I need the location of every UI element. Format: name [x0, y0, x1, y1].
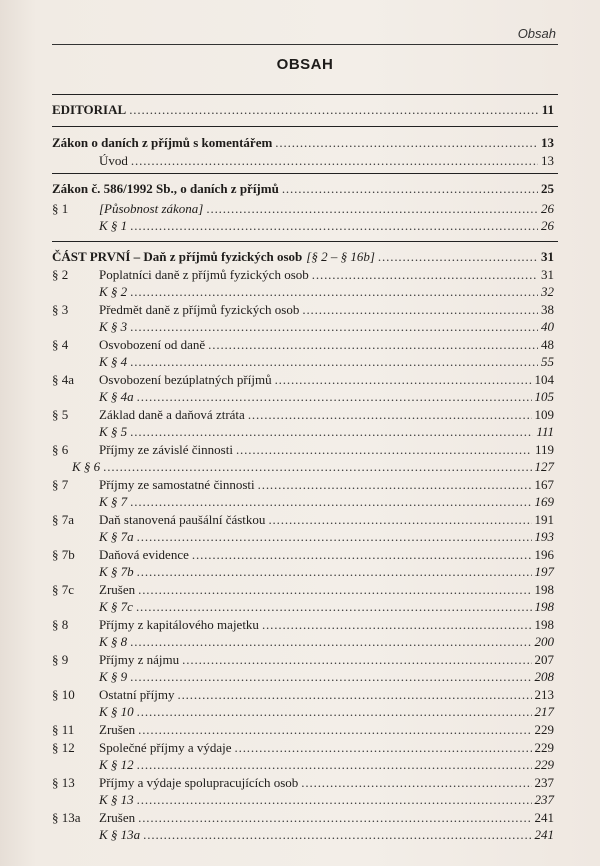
entry-title: Předmět daně z příjmů fyzických osob [99, 302, 300, 317]
toc-entry[interactable] [52, 546, 554, 563]
entry-title: K § 7c [99, 599, 133, 614]
entry-title: K § 7a [99, 529, 134, 544]
page-number: 196 [534, 547, 554, 562]
leader-dots [302, 301, 538, 318]
page-number: 229 [534, 740, 554, 755]
entry-title: Příjmy z nájmu [99, 652, 180, 667]
toc-entry[interactable] [52, 616, 554, 633]
page-number: 26 [541, 218, 554, 233]
page-number: 169 [534, 494, 554, 509]
toc-entry[interactable] [52, 651, 554, 668]
leader-dots [248, 406, 532, 423]
entry-title: Příjmy z kapitálového majetku [99, 617, 259, 632]
leader-dots [268, 511, 531, 528]
leader-dots [275, 371, 532, 388]
leader-dots [138, 721, 531, 738]
entry-title: K § 4 [99, 354, 128, 369]
header-rule [52, 44, 558, 45]
page-number: 104 [534, 372, 554, 387]
toc-entry[interactable] [52, 353, 554, 370]
toc-entry[interactable] [52, 721, 554, 738]
leader-dots [275, 134, 538, 151]
entry-title: Příjmy ze samostatné činnosti [99, 477, 255, 492]
entry-title: K § 12 [99, 757, 134, 772]
toc-entry[interactable] [52, 476, 554, 493]
section-number: § 4 [52, 337, 69, 352]
entry-title: Společné příjmy a výdaje [99, 740, 232, 755]
entry-title: K § 5 [99, 424, 128, 439]
entry-title: K § 4a [99, 389, 134, 404]
section-number: § 7b [52, 547, 75, 562]
leader-dots [137, 388, 532, 405]
page-number: 31 [541, 267, 554, 282]
toc-entry[interactable] [52, 703, 554, 720]
toc-entry[interactable] [52, 809, 554, 826]
leader-dots [130, 423, 533, 440]
leader-dots [138, 581, 531, 598]
entry-title: Zrušen [99, 810, 136, 825]
section-number: § 5 [52, 407, 69, 422]
leader-dots [136, 598, 532, 615]
toc-entry[interactable] [52, 528, 554, 545]
entry-title: K § 13 [99, 792, 134, 807]
leader-dots [206, 200, 538, 217]
leader-dots [137, 528, 532, 545]
entry-title: K § 2 [99, 284, 128, 299]
toc-entry[interactable] [52, 511, 554, 528]
leader-dots [137, 756, 532, 773]
section-number: § 11 [52, 722, 75, 737]
section-number: § 12 [52, 740, 75, 755]
toc-entry[interactable] [52, 423, 554, 440]
toc-entry[interactable] [52, 581, 554, 598]
page-number: 25 [541, 181, 554, 196]
page-number: 32 [541, 284, 554, 299]
leader-dots [130, 318, 538, 335]
entry-title: K § 7 [99, 494, 128, 509]
toc-entry[interactable] [52, 791, 554, 808]
toc-entry[interactable] [52, 371, 554, 388]
page-number: 13 [541, 153, 554, 168]
section-rule [52, 173, 558, 174]
toc-title: OBSAH [276, 56, 334, 73]
entry-title: K § 9 [99, 669, 128, 684]
page-number: 207 [534, 652, 554, 667]
page-number: 237 [534, 775, 554, 790]
section-number: § 4a [52, 372, 75, 387]
toc-entry[interactable] [52, 686, 554, 703]
leader-dots [282, 180, 538, 197]
page-number: 13 [541, 135, 554, 150]
leader-dots [137, 791, 532, 808]
page-number: 198 [534, 599, 554, 614]
page-number: 191 [534, 512, 554, 527]
entry-title: Základ daně a daňová ztráta [99, 407, 245, 422]
page-number: 38 [541, 302, 554, 317]
toc-entry[interactable] [52, 598, 554, 615]
leader-dots [137, 563, 532, 580]
page-number: 105 [534, 389, 554, 404]
page-number: 198 [534, 617, 554, 632]
leader-dots [262, 616, 532, 633]
leader-dots [129, 101, 539, 118]
page-number: 119 [534, 442, 554, 457]
page-number: 55 [541, 354, 554, 369]
section-number: § 10 [52, 687, 75, 702]
entry-title: K § 7b [99, 564, 134, 579]
leader-dots [103, 458, 531, 475]
entry-title: ČÁST PRVNÍ – Daň z příjmů fyzických osob [52, 249, 303, 264]
toc-entry[interactable] [52, 826, 554, 843]
page-number: 229 [534, 722, 554, 737]
toc-entry[interactable] [52, 493, 554, 510]
entry-title: Osvobození bezúplatných příjmů [99, 372, 272, 387]
page-number: 197 [534, 564, 554, 579]
page-number: 208 [534, 669, 554, 684]
section-number: § 7 [52, 477, 69, 492]
page-number: 241 [534, 827, 554, 842]
entry-title: Příjmy ze závislé činnosti [99, 442, 233, 457]
section-number: § 3 [52, 302, 69, 317]
toc-entry[interactable] [52, 633, 554, 650]
page-number: 40 [541, 319, 554, 334]
entry-title-range: [§ 2 – § 16b] [306, 249, 375, 264]
page-number: 26 [541, 201, 554, 216]
entry-title: Daňová evidence [99, 547, 189, 562]
leader-dots [138, 809, 531, 826]
entry-title: K § 1 [99, 218, 128, 233]
page-number: 241 [534, 810, 554, 825]
toc-entry[interactable] [52, 248, 554, 265]
page-number: 127 [534, 459, 554, 474]
section-number: § 9 [52, 652, 69, 667]
section-number: § 1 [52, 201, 69, 216]
leader-dots [130, 633, 531, 650]
leader-dots [143, 826, 531, 843]
leader-dots [130, 493, 531, 510]
leader-dots [258, 476, 532, 493]
toc-entry[interactable] [52, 217, 554, 234]
entry-title: EDITORIAL [52, 102, 127, 117]
entry-title: Zrušen [99, 722, 136, 737]
toc-entry[interactable] [52, 152, 554, 169]
leader-dots [130, 353, 538, 370]
toc-entry[interactable] [52, 406, 554, 423]
section-number: § 13 [52, 775, 75, 790]
leader-dots [130, 283, 538, 300]
toc-entry[interactable] [52, 336, 554, 353]
section-number: § 2 [52, 267, 69, 282]
section-number: § 13a [52, 810, 81, 825]
page-number: 109 [534, 407, 554, 422]
entry-title: Daň stanovená paušální částkou [99, 512, 266, 527]
section-rule [52, 126, 558, 127]
section-number: § 6 [52, 442, 69, 457]
leader-dots [131, 152, 538, 169]
leader-dots [137, 703, 532, 720]
page-number: 200 [534, 634, 554, 649]
entry-title: Zákon č. 586/1992 Sb., o daních z příjmů [52, 181, 279, 196]
entry-title: K § 3 [99, 319, 128, 334]
toc-entry[interactable] [52, 134, 554, 151]
toc-entry[interactable] [52, 318, 554, 335]
section-rule [52, 94, 558, 95]
page-number: 229 [534, 757, 554, 772]
toc-entry[interactable] [52, 301, 554, 318]
section-number: § 8 [52, 617, 69, 632]
entry-title: K § 13a [99, 827, 141, 842]
toc-entry[interactable] [52, 266, 554, 283]
toc-entry[interactable] [52, 200, 554, 217]
leader-dots [208, 336, 538, 353]
section-number: § 7a [52, 512, 75, 527]
section-rule [52, 241, 558, 242]
leader-dots [192, 546, 532, 563]
page-number: 48 [541, 337, 554, 352]
running-head: Obsah [517, 26, 556, 41]
toc-entry[interactable] [52, 563, 554, 580]
toc-entry[interactable] [52, 458, 554, 475]
leader-dots [236, 441, 532, 458]
page-number: 31 [541, 249, 554, 264]
leader-dots [182, 651, 531, 668]
entry-title: [Působnost zákona] [99, 201, 204, 216]
toc-entry[interactable] [52, 441, 554, 458]
entry-title: Příjmy a výdaje spolupracujících osob [99, 775, 299, 790]
entry-title: Osvobození od daně [99, 337, 206, 352]
entry-title: Poplatníci daně z příjmů fyzických osob [99, 267, 309, 282]
toc-entry[interactable] [52, 774, 554, 791]
toc-entry[interactable] [52, 101, 554, 118]
entry-title: K § 8 [99, 634, 128, 649]
entry-title: Ostatní příjmy [99, 687, 175, 702]
leader-dots [177, 686, 531, 703]
toc-entry[interactable] [52, 668, 554, 685]
leader-dots [378, 248, 538, 265]
entry-title: K § 6 [72, 459, 101, 474]
page-number: 198 [534, 582, 554, 597]
leader-dots [301, 774, 531, 791]
leader-dots [130, 217, 538, 234]
entry-title: Úvod [99, 153, 128, 168]
page-number: 217 [534, 704, 554, 719]
page-number: 237 [534, 792, 554, 807]
page-number: 167 [534, 477, 554, 492]
section-number: § 7c [52, 582, 75, 597]
toc-entry[interactable] [52, 756, 554, 773]
toc-entry[interactable] [52, 180, 554, 197]
toc-entry[interactable] [52, 388, 554, 405]
page-number: 193 [534, 529, 554, 544]
leader-dots [235, 739, 532, 756]
entry-title: Zákon o daních z příjmů s komentářem [52, 135, 273, 150]
toc-entry[interactable] [52, 283, 554, 300]
page-number: 111 [536, 424, 554, 439]
entry-title: K § 10 [99, 704, 134, 719]
toc-entry[interactable] [52, 739, 554, 756]
leader-dots [312, 266, 538, 283]
page-number: 213 [534, 687, 554, 702]
page-number: 11 [541, 102, 554, 117]
entry-title: Zrušen [99, 582, 136, 597]
leader-dots [130, 668, 531, 685]
